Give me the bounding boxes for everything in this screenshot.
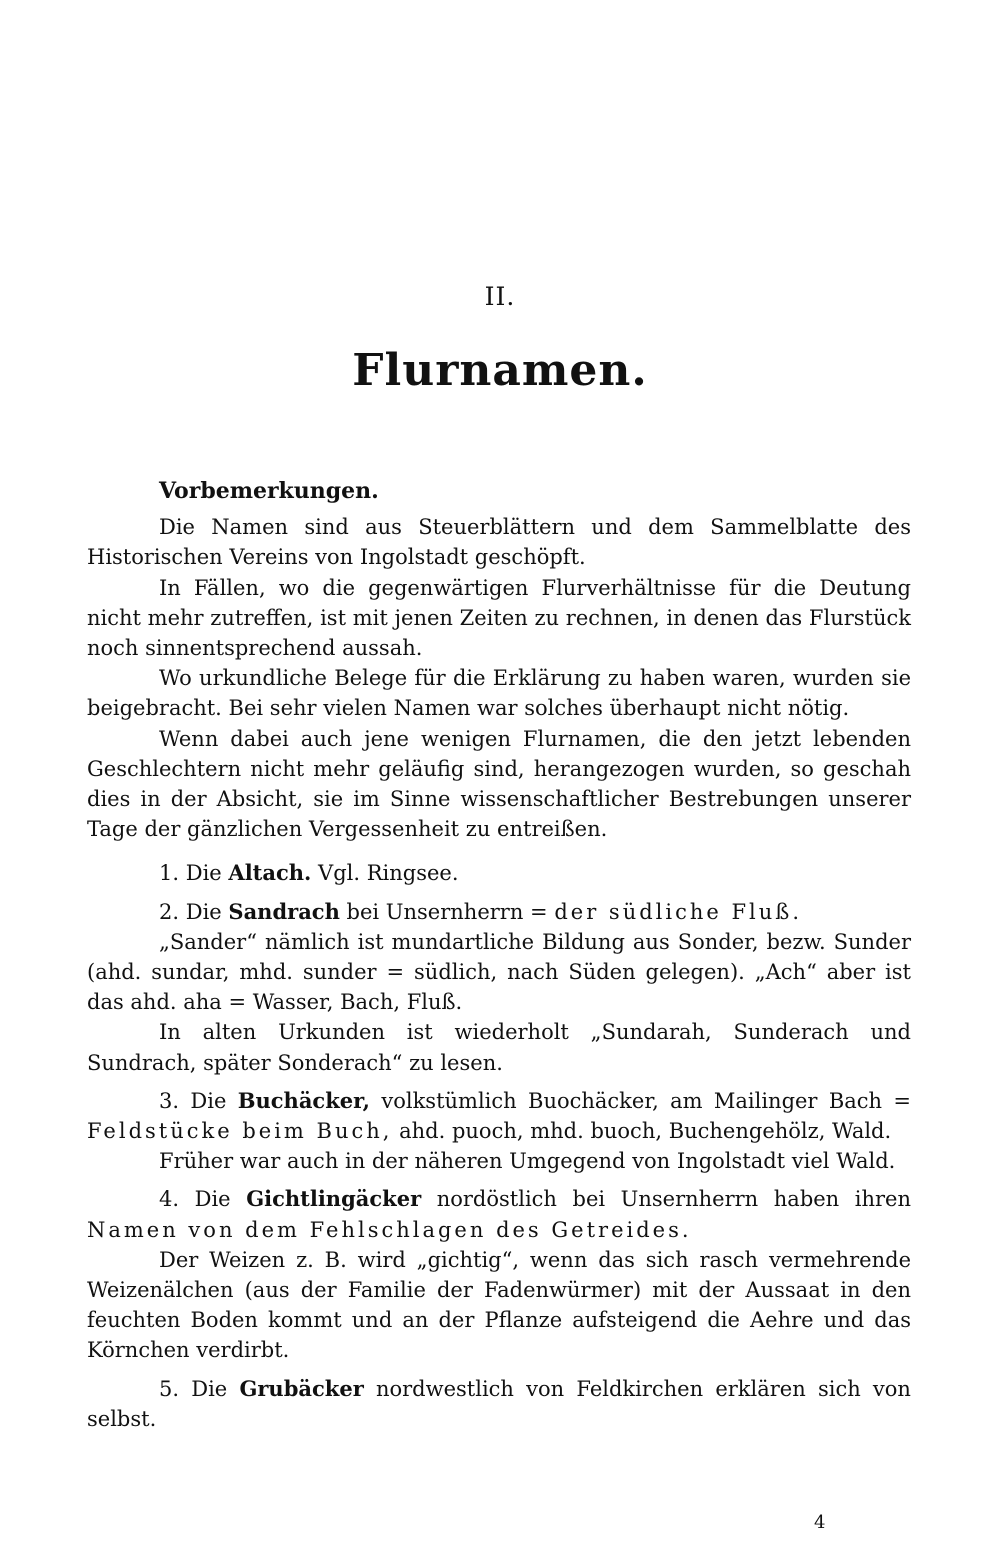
- entry-number: 5.: [159, 1376, 180, 1401]
- entry-article: Die: [185, 861, 222, 886]
- entry-number: 2.: [159, 899, 180, 924]
- entry-3-explanation: Früher war auch in der näheren Umgegend von Ingolstadt viel Wald.: [159, 1149, 896, 1174]
- entry-article: Die: [185, 899, 222, 924]
- entry-name: Altach.: [228, 860, 312, 886]
- entry-name: Buchäcker,: [237, 1087, 370, 1113]
- intro-paragraph-3: Wo urkundliche Belege für die Erklärung zu haben waren, wurden sie beigebracht. Bei sehr vielen Namen war solches überhaupt nicht nötig.: [87, 666, 911, 721]
- entry-5: [87, 1374, 911, 1434]
- entry-article: Die: [191, 1376, 228, 1401]
- entry-2-sources: In alten Urkunden ist wiederholt „Sundarah, Sunderach und Sundrach, später Sonderach“ zu lesen.: [87, 1020, 911, 1075]
- page-number: 4: [814, 1512, 826, 1533]
- entry-text: volkstümlich Buochäcker, am Mailinger Bach =: [381, 1088, 911, 1113]
- section-heading: Vorbemerkungen.: [159, 478, 379, 504]
- intro-paragraph-1: Die Namen sind aus Steuerblättern und dem Sammelblatte des Historischen Vereins von Ingolstadt geschöpft.: [87, 515, 911, 570]
- entry-text-2: ahd. puoch, mhd. buoch, Buchengehölz, Wald.: [399, 1119, 892, 1144]
- entry-1: [87, 858, 911, 888]
- page-body: [87, 476, 911, 1434]
- entry-number: 1.: [159, 861, 180, 886]
- entry-3: [87, 1086, 911, 1146]
- entry-meaning: der südliche Fluß.: [554, 899, 802, 924]
- entry-name: Sandrach: [228, 898, 340, 924]
- intro-paragraph-2: In Fällen, wo die gegenwärtigen Flurverhältnisse für die Deutung nicht mehr zutreffen, ist mit jenen Zeiten zu rechnen, in denen das Flurstück noch sinnentsprechend aussah.: [87, 575, 911, 661]
- entry-meaning: Feldstücke beim Buch,: [87, 1119, 393, 1144]
- entry-2: [87, 897, 911, 927]
- entry-2-explanation: „Sander“ nämlich ist mundartliche Bildung aus Sonder, bezw. Sunder (ahd. sundar, mhd. sunder = südlich, nach Süden gelegen). „Ach“ aber ist das ahd. aha = Wasser, Bach, Fluß.: [87, 929, 911, 1015]
- entry-meaning: Namen von dem Fehlschlagen des Getreides.: [87, 1217, 692, 1242]
- entry-name: Grubäcker: [239, 1375, 364, 1401]
- entry-name: Gichtlingäcker: [246, 1186, 422, 1212]
- entry-4: [87, 1184, 911, 1244]
- entry-text: nordöstlich bei Unsernherrn haben ihren: [436, 1187, 912, 1212]
- chapter-title: Flurnamen.: [352, 345, 648, 396]
- entry-text: bei Unsernherrn =: [346, 899, 548, 924]
- entry-article: Die: [190, 1088, 227, 1113]
- chapter-number: II.: [484, 282, 516, 311]
- entry-text: Vgl. Ringsee.: [318, 861, 459, 886]
- entry-number: 4.: [159, 1187, 180, 1212]
- entry-text: nordwestlich von Feldkirchen erklären sich von selbst.: [87, 1376, 911, 1431]
- intro-paragraph-4: Wenn dabei auch jene wenigen Flurnamen, die den jetzt lebenden Geschlechtern nicht mehr geläufig sind, herangezogen wurden, so geschah dies in der Absicht, sie im Sinne wissenschaftlicher Bestrebungen unserer Tage der gänzlichen Vergessenheit zu entreißen.: [87, 726, 911, 842]
- entry-4-explanation: Der Weizen z. B. wird „gichtig“, wenn das sich rasch vermehrende Weizenälchen (aus der Familie der Fadenwürmer) mit der Aussaat in den feuchten Boden kommt und an der Pflanze aufsteigend die Aehre und das Körnchen verdirbt.: [87, 1247, 911, 1363]
- entry-article: Die: [194, 1187, 231, 1212]
- entry-number: 3.: [159, 1088, 180, 1113]
